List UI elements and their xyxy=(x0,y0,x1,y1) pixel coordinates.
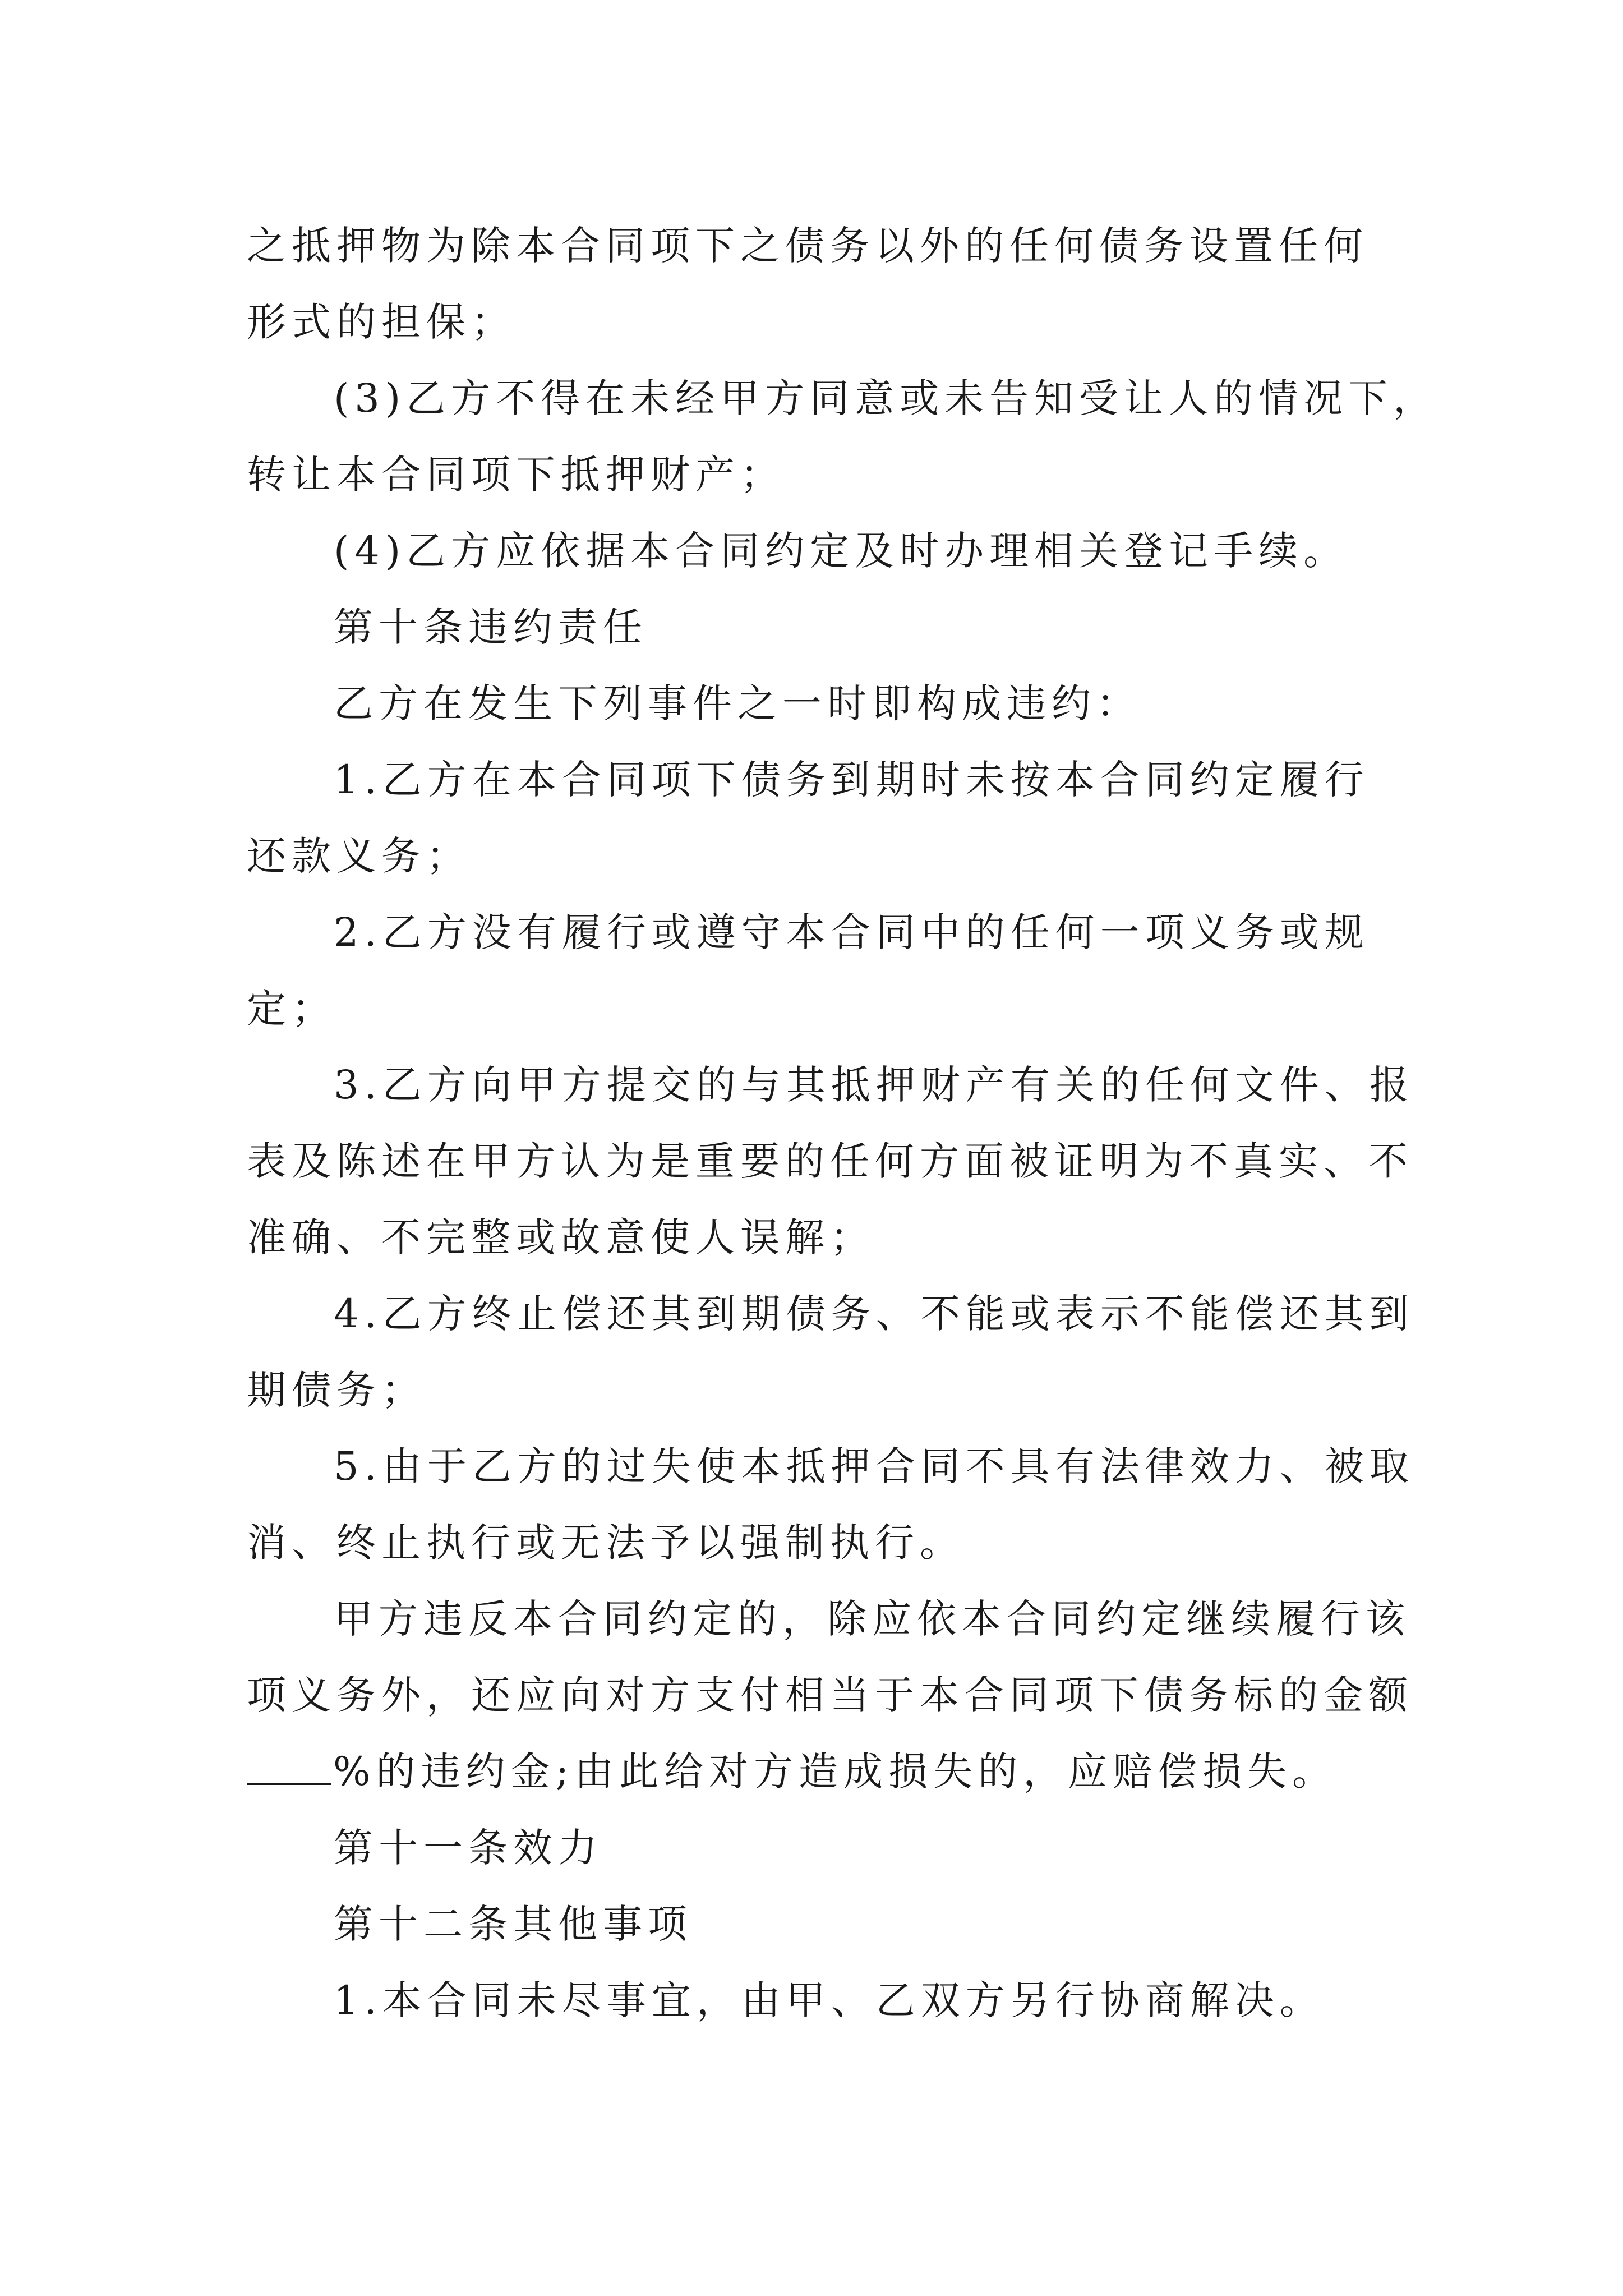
other-item-1: 1.本合同未尽事宜，由甲、乙双方另行协商解决。 xyxy=(334,1977,1325,2023)
text-line: 准确、不完整或故意使人误解； xyxy=(247,1214,875,1260)
default-item-1: 1.乙方在本合同项下债务到期时未按本合同约定履行 xyxy=(334,757,1370,803)
fill-in-blank xyxy=(247,1754,331,1785)
text-line: 甲方违反本合同约定的，除应依本合同约定继续履行该 xyxy=(334,1596,1410,1642)
article-10-heading: 第十条违约责任 xyxy=(334,604,648,650)
document-body xyxy=(247,208,1438,2039)
default-item-5: 5.由于乙方的过失使本抵押合同不具有法律效力、被取 xyxy=(334,1443,1414,1489)
text-line: 表及陈述在甲方认为是重要的任何方面被证明为不真实、不 xyxy=(247,1138,1413,1184)
text-line: 项义务外，还应向对方支付相当于本合同项下债务标的金额 xyxy=(247,1672,1413,1718)
penalty-rate-text: %的违约金;由此给对方造成损失的，应赔偿损失。 xyxy=(333,1749,1338,1795)
default-item-3: 3.乙方向甲方提交的与其抵押财产有关的任何文件、报 xyxy=(334,1062,1414,1108)
default-item-4: 4.乙方终止偿还其到期债务、不能或表示不能偿还其到 xyxy=(334,1291,1414,1337)
article-11-heading: 第十一条效力 xyxy=(334,1825,603,1871)
clause-item-3: (3)乙方不得在未经甲方同意或未告知受让人的情况下， xyxy=(334,375,1438,421)
article-12-heading: 第十二条其他事项 xyxy=(334,1901,693,1947)
text-line: 乙方在发生下列事件之一时即构成违约： xyxy=(334,680,1141,726)
text-line: 还款义务； xyxy=(247,833,471,879)
text-line: 定； xyxy=(247,986,336,1032)
text-line: 消、终止执行或无法予以强制执行。 xyxy=(247,1520,965,1566)
text-line xyxy=(247,1733,1380,1810)
text-line: 期债务； xyxy=(247,1367,426,1413)
clause-item-4: (4)乙方应依据本合同约定及时办理相关登记手续。 xyxy=(334,528,1349,574)
text-line: 之抵押物为除本合同项下之债务以外的任何债务设置任何 xyxy=(247,223,1368,269)
default-item-2: 2.乙方没有履行或遵守本合同中的任何一项义务或规 xyxy=(334,909,1370,955)
text-line: 转让本合同项下抵押财产； xyxy=(247,452,785,498)
text-line: 形式的担保； xyxy=(247,299,516,345)
